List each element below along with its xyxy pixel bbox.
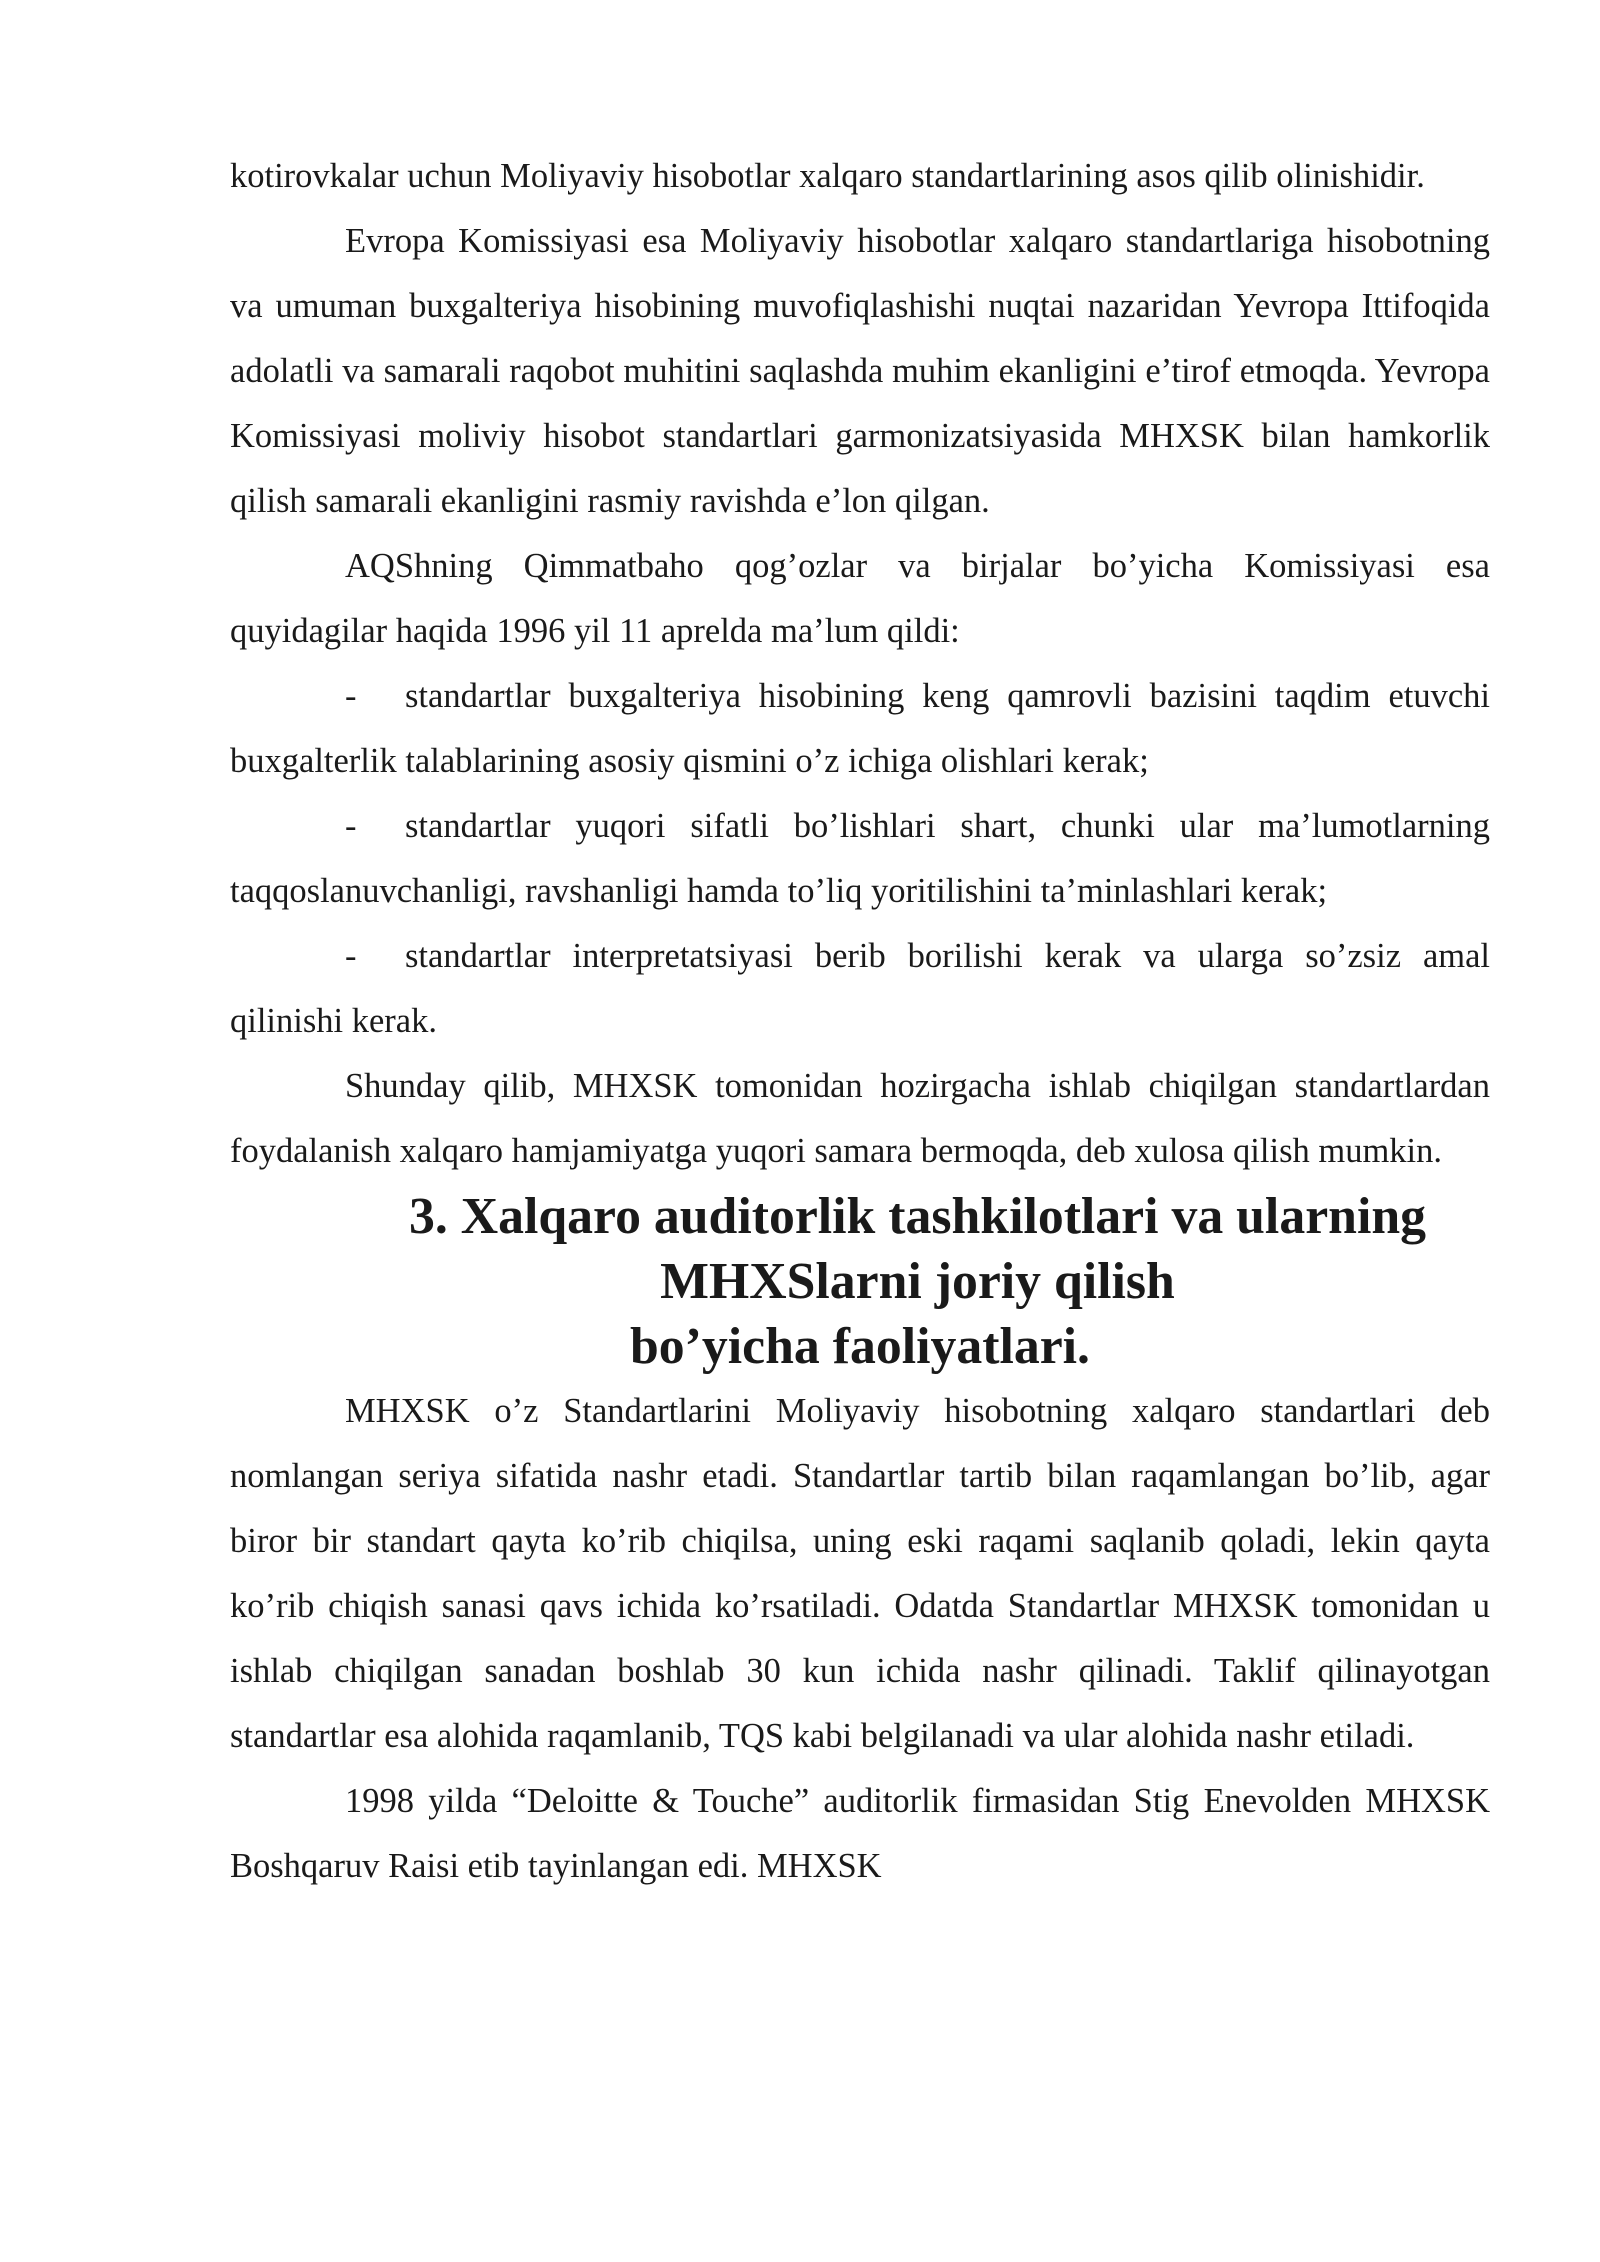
paragraph-deloitte: 1998 yilda “Deloitte & Touche” auditorlik firmasidan Stig Enevolden MHXSK Boshqaruv Raisi etib tayinlangan edi. MHXSK [230,1782,1490,1885]
list-item-text: standartlar interpretatsiyasi berib borilishi kerak va ularga so’zsiz amal qilinishi kerak. [230,937,1490,1040]
list-item-3 [230,924,1490,1054]
paragraph-european-commission: Evropa Komissiyasi esa Moliyaviy hisobotlar xalqaro standartlariga hisobotning va umuman buxgalteriya hisobining muvofiqlashishi nuqtai nazaridan Yevropa Ittifoqida adolatli va samarali raqobot muhitini saqlashda muhim ekanligini e’tirof etmoqda. Yevropa Komissiyasi moliviy hisobot standartlari garmonizatsiyasida MHXSK bilan hamkorlik qilish samarali ekanligini rasmiy ravishda e’lon qilgan. [230,222,1490,520]
list-item-text: standartlar buxgalteriya hisobining keng qamrovli bazisini taqdim etuvchi buxgalterlik talablarining asosiy qismini o’z ichiga olishlari kerak; [230,677,1490,780]
section-heading [230,1184,1490,1379]
list-item-2 [230,794,1490,924]
list-item-text: standartlar yuqori sifatli bo’lishlari shart, chunki ular ma’lumotlarning taqqoslanuvchanligi, ravshanligi hamda to’liq yoritilishini ta’minlashlari kerak; [230,807,1490,910]
paragraph-continuation: kotirovkalar uchun Moliyaviy hisobotlar xalqaro standartlarining asos qilib olinishidir. [230,157,1425,195]
paragraph-conclusion: Shunday qilib, MHXSK tomonidan hozirgacha ishlab chiqilgan standartlardan foydalanish xalqaro hamjamiyatga yuqori samara bermoqda, deb xulosa qilish mumkin. [230,1067,1490,1170]
list-dash: - [345,937,357,975]
list-dash: - [345,807,357,845]
paragraph-standards-publication: MHXSK o’z Standartlarini Moliyaviy hisobotning xalqaro standartlari deb nomlangan seriya sifatida nashr etadi. Standartlar tartib bilan raqamlangan bo’lib, agar biror bir standart qayta ko’rib chiqilsa, uning eski raqami saqlanib qoladi, lekin qayta ko’rib chiqish sanasi qavs ichida ko’rsatiladi. Odatda Standartlar MHXSK tomonidan u ishlab chiqilgan sanadan boshlab 30 kun ichida nashr qilinadi. Taklif qilinayotgan standartlar esa alohida raqamlanib, TQS kabi belgilanadi va ular alohida nashr etiladi. [230,1392,1490,1755]
section-heading-line-1: 3. Xalqaro auditorlik tashkilotlari va ularning MHXSlarni joriy qilish [409,1188,1426,1310]
paragraph-sec-statement: AQShning Qimmatbaho qog’ozlar va birjalar bo’yicha Komissiyasi esa quyidagilar haqida 1996 yil 11 aprelda ma’lum qildi: [230,547,1490,650]
list-dash: - [345,677,357,715]
document-body [230,144,1490,1899]
list-item-1 [230,664,1490,794]
section-heading-line-2: bo’yicha faoliyatlari. [630,1318,1090,1375]
